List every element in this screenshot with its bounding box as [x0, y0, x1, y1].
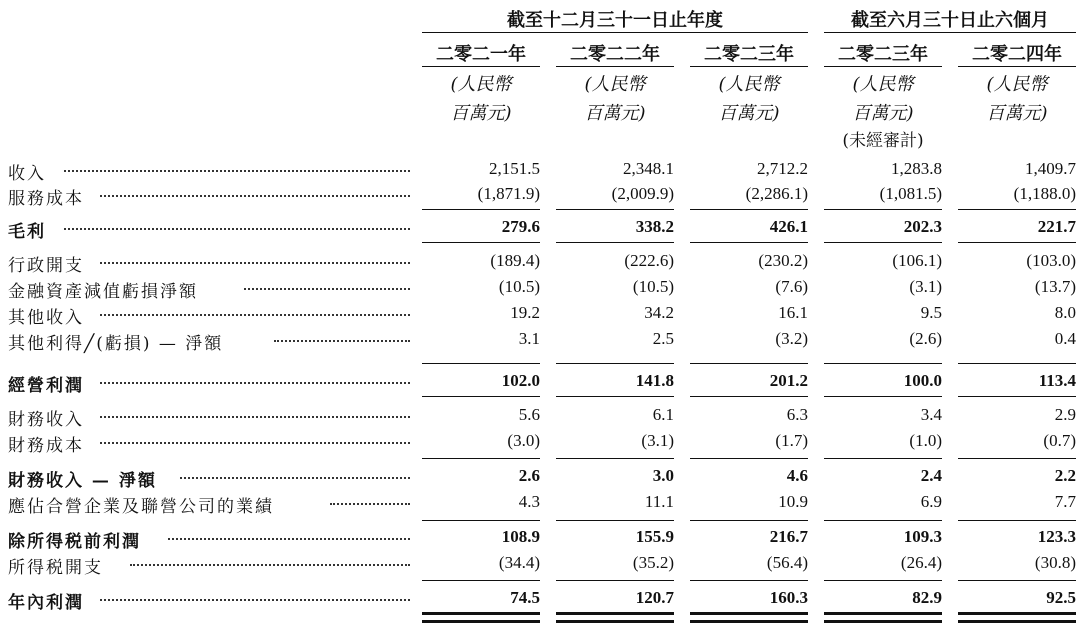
column-underline: [690, 66, 808, 67]
subtotal-rule: [958, 242, 1076, 243]
column-unit-line2: 百萬元): [986, 103, 1048, 124]
leader-dots: [168, 538, 410, 540]
leader-dots: [64, 170, 410, 172]
leader-dots: [130, 564, 410, 566]
row-profit-for-year: [0, 585, 1080, 613]
row-other-income: [0, 300, 1080, 328]
subtotal-rule: [690, 209, 808, 210]
group-header-interim: 截至六月三十日止六個月: [851, 10, 1049, 31]
cell-value: 19.2: [510, 303, 540, 322]
unaudited-note: (未經審計): [842, 131, 924, 151]
cell-value: (2,286.1): [745, 184, 808, 203]
cell-value: 11.1: [644, 492, 674, 511]
cell-value: (222.6): [624, 251, 674, 270]
column-unit-line2: 百萬元): [718, 103, 780, 124]
row-operating-profit: [0, 368, 1080, 396]
cell-value: (56.4): [766, 553, 808, 572]
row-admin-expenses: [0, 248, 1080, 276]
group-underline-interim: [824, 32, 1076, 33]
subtotal-rule: [958, 363, 1076, 364]
row-revenue: [0, 156, 1080, 184]
column-unit-line1: (人民幣: [852, 74, 914, 95]
row-label: 財務收入: [8, 410, 84, 430]
leader-dots: [100, 599, 410, 601]
subtotal-rule: [422, 209, 540, 210]
cell-value: 3.1: [518, 329, 540, 348]
row-finance-costs: [0, 428, 1080, 456]
subtotal-rule: [690, 458, 808, 459]
cell-value: 1,283.8: [891, 159, 942, 178]
cell-value: 123.3: [1037, 527, 1076, 546]
leader-dots: [64, 228, 410, 230]
cell-value: 426.1: [769, 217, 808, 236]
leader-dots: [100, 416, 410, 418]
column-unit-line2: 百萬元): [852, 103, 914, 124]
cell-value: (1.0): [909, 431, 942, 450]
row-other-gains-losses: [0, 326, 1080, 354]
cell-value: (10.5): [498, 277, 540, 296]
subtotal-rule: [556, 580, 674, 581]
cell-value: 141.8: [635, 371, 674, 390]
row-label: 其他收入: [8, 308, 84, 328]
cell-value: 7.7: [1054, 492, 1076, 511]
subtotal-rule: [958, 580, 1076, 581]
cell-value: (230.2): [758, 251, 808, 270]
row-label: 金融資產減值虧損淨額: [8, 282, 198, 302]
cell-value: (3.0): [507, 431, 540, 450]
cell-value: 102.0: [501, 371, 540, 390]
cell-value: (103.0): [1026, 251, 1076, 270]
total-double-rule: [422, 612, 540, 623]
row-label: 應佔合營企業及聯營公司的業績: [8, 497, 274, 517]
cell-value: (7.6): [775, 277, 808, 296]
row-gross-profit: [0, 214, 1080, 242]
cell-value: 113.4: [1038, 371, 1076, 390]
row-label: 年內利潤: [8, 593, 84, 613]
cell-value: 34.2: [644, 303, 674, 322]
subtotal-rule: [824, 209, 942, 210]
cell-value: 9.5: [920, 303, 942, 322]
row-label: 服務成本: [8, 189, 84, 209]
cell-value: 2.5: [652, 329, 674, 348]
subtotal-rule: [422, 396, 540, 397]
subtotal-rule: [556, 363, 674, 364]
cell-value: (1.7): [775, 431, 808, 450]
cell-value: 92.5: [1046, 588, 1076, 607]
cell-value: 6.9: [920, 492, 942, 511]
cell-value: 6.3: [786, 405, 808, 424]
group-header-annual: 截至十二月三十一日止年度: [507, 10, 723, 31]
cell-value: 82.9: [912, 588, 942, 607]
column-underline: [422, 66, 540, 67]
cell-value: 10.9: [778, 492, 808, 511]
subtotal-rule: [422, 363, 540, 364]
subtotal-rule: [556, 458, 674, 459]
column-unit-line1: (人民幣: [450, 74, 512, 95]
cell-value: (35.2): [632, 553, 674, 572]
leader-dots: [180, 477, 410, 479]
subtotal-rule: [824, 363, 942, 364]
row-label: 收入: [8, 164, 46, 184]
cell-value: 338.2: [635, 217, 674, 236]
subtotal-rule: [556, 209, 674, 210]
cell-value: (106.1): [892, 251, 942, 270]
cell-value: (34.4): [498, 553, 540, 572]
cell-value: (3.2): [775, 329, 808, 348]
row-profit-before-tax: [0, 524, 1080, 552]
column-year: 二零二二年: [570, 44, 660, 65]
subtotal-rule: [690, 363, 808, 364]
cell-value: 2,348.1: [623, 159, 674, 178]
row-label: 所得税開支: [8, 558, 103, 578]
subtotal-rule: [556, 520, 674, 521]
cell-value: 8.0: [1054, 303, 1076, 322]
column-underline: [556, 66, 674, 67]
row-impairment-losses: [0, 274, 1080, 302]
total-double-rule: [690, 612, 808, 623]
cell-value: (3.1): [909, 277, 942, 296]
column-year: 二零二四年: [972, 44, 1062, 65]
leader-dots: [100, 382, 410, 384]
row-label: 其他利得╱(虧損) — 淨額: [8, 334, 224, 354]
cell-value: 2.9: [1054, 405, 1076, 424]
leader-dots: [100, 314, 410, 316]
subtotal-rule: [958, 458, 1076, 459]
cell-value: (0.7): [1043, 431, 1076, 450]
cell-value: (30.8): [1034, 553, 1076, 572]
subtotal-rule: [958, 520, 1076, 521]
subtotal-rule: [824, 242, 942, 243]
cell-value: 216.7: [769, 527, 808, 546]
cell-value: 2.2: [1054, 466, 1076, 485]
cell-value: 160.3: [769, 588, 808, 607]
column-year: 二零二三年: [704, 44, 794, 65]
row-finance-income-net: [0, 463, 1080, 491]
cell-value: (10.5): [632, 277, 674, 296]
cell-value: 3.4: [920, 405, 942, 424]
total-double-rule: [556, 612, 674, 623]
cell-value: (189.4): [490, 251, 540, 270]
column-underline: [824, 66, 942, 67]
row-label: 除所得税前利潤: [8, 532, 141, 552]
cell-value: 201.2: [769, 371, 808, 390]
cell-value: 4.6: [786, 466, 808, 485]
cell-value: (26.4): [900, 553, 942, 572]
cell-value: 202.3: [903, 217, 942, 236]
cell-value: 120.7: [635, 588, 674, 607]
cell-value: 279.6: [501, 217, 540, 236]
subtotal-rule: [824, 580, 942, 581]
cell-value: 100.0: [903, 371, 942, 390]
leader-dots: [330, 503, 410, 505]
column-year: 二零二一年: [436, 44, 526, 65]
subtotal-rule: [824, 396, 942, 397]
cell-value: 109.3: [903, 527, 942, 546]
cell-value: (1,081.5): [879, 184, 942, 203]
row-share-of-results: [0, 489, 1080, 517]
total-double-rule: [824, 612, 942, 623]
cell-value: 0.4: [1054, 329, 1076, 348]
leader-dots: [244, 288, 410, 290]
leader-dots: [100, 262, 410, 264]
subtotal-rule: [690, 396, 808, 397]
cell-value: (13.7): [1034, 277, 1076, 296]
subtotal-rule: [690, 242, 808, 243]
subtotal-rule: [958, 209, 1076, 210]
cell-value: 3.0: [652, 466, 674, 485]
cell-value: 4.3: [518, 492, 540, 511]
row-income-tax: [0, 550, 1080, 578]
cell-value: 74.5: [510, 588, 540, 607]
row-label: 財務收入 — 淨額: [8, 471, 157, 491]
cell-value: 6.1: [652, 405, 674, 424]
cell-value: (3.1): [641, 431, 674, 450]
subtotal-rule: [556, 396, 674, 397]
subtotal-rule: [824, 520, 942, 521]
subtotal-rule: [422, 580, 540, 581]
column-year: 二零二三年: [838, 44, 928, 65]
cell-value: 221.7: [1037, 217, 1076, 236]
cell-value: 5.6: [518, 405, 540, 424]
subtotal-rule: [556, 242, 674, 243]
row-finance-income: [0, 402, 1080, 430]
group-underline-annual: [422, 32, 808, 33]
subtotal-rule: [422, 458, 540, 459]
cell-value: (1,871.9): [477, 184, 540, 203]
row-label: 毛利: [8, 222, 46, 242]
leader-dots: [100, 195, 410, 197]
total-double-rule: [958, 612, 1076, 623]
column-unit-line1: (人民幣: [718, 74, 780, 95]
subtotal-rule: [690, 580, 808, 581]
cell-value: (1,188.0): [1013, 184, 1076, 203]
subtotal-rule: [422, 242, 540, 243]
cell-value: 1,409.7: [1025, 159, 1076, 178]
cell-value: (2,009.9): [611, 184, 674, 203]
cell-value: 2,712.2: [757, 159, 808, 178]
cell-value: 108.9: [501, 527, 540, 546]
subtotal-rule: [958, 396, 1076, 397]
leader-dots: [274, 340, 410, 342]
cell-value: 2.4: [920, 466, 942, 485]
cell-value: (2.6): [909, 329, 942, 348]
leader-dots: [100, 442, 410, 444]
row-label: 財務成本: [8, 436, 84, 456]
subtotal-rule: [422, 520, 540, 521]
cell-value: 2,151.5: [489, 159, 540, 178]
column-unit-line1: (人民幣: [584, 74, 646, 95]
column-unit-line1: (人民幣: [986, 74, 1048, 95]
subtotal-rule: [824, 458, 942, 459]
row-cost-of-services: [0, 181, 1080, 209]
cell-value: 155.9: [635, 527, 674, 546]
row-label: 行政開支: [8, 256, 84, 276]
subtotal-rule: [690, 520, 808, 521]
column-unit-line2: 百萬元): [584, 103, 646, 124]
column-underline: [958, 66, 1076, 67]
row-label: 經營利潤: [8, 376, 84, 396]
column-unit-line2: 百萬元): [450, 103, 512, 124]
cell-value: 16.1: [778, 303, 808, 322]
cell-value: 2.6: [518, 466, 540, 485]
